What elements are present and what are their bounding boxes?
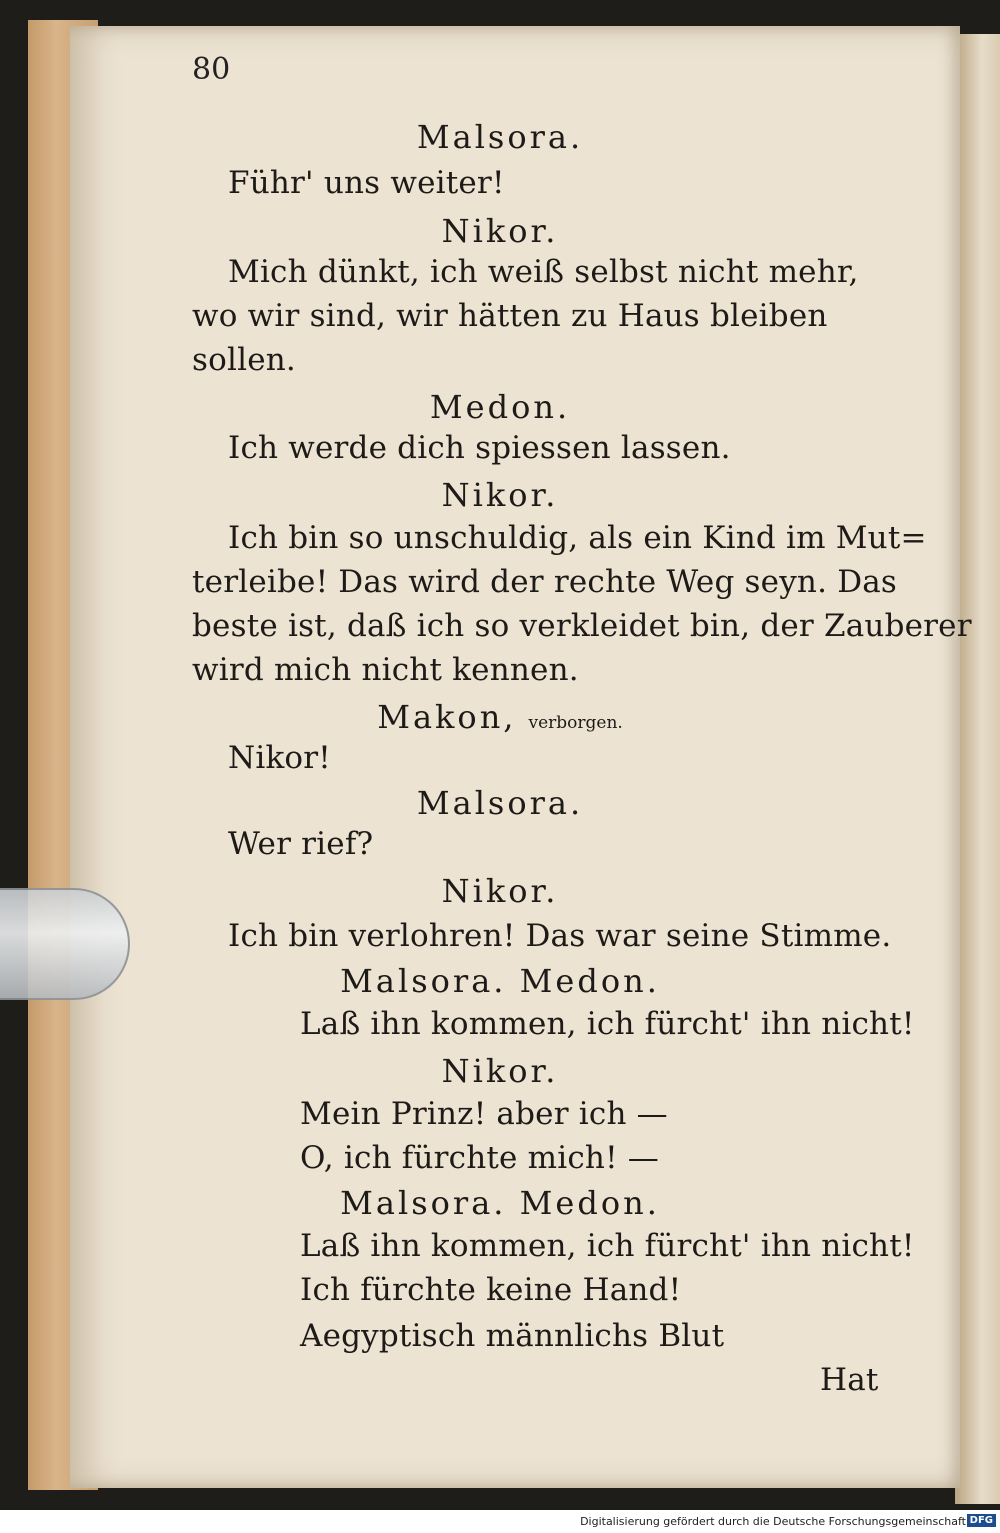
text-line: O, ich fürchte mich! — bbox=[300, 1140, 659, 1176]
text-line: Ich bin so unschuldig, als ein Kind im Mut= bbox=[228, 520, 927, 556]
speaker-name bbox=[0, 698, 1000, 736]
text-line: Laß ihn kommen, ich fürcht' ihn nicht! bbox=[300, 1006, 915, 1042]
text-line: Ich bin verlohren! Das war seine Stimme. bbox=[228, 918, 892, 954]
text-line: Mich dünkt, ich weiß selbst nicht mehr, bbox=[228, 254, 859, 290]
text-line: wird mich nicht kennen. bbox=[192, 652, 579, 688]
text-line: beste ist, daß ich so verkleidet bin, der Zauberer bbox=[192, 608, 972, 644]
text-line: Laß ihn kommen, ich fürcht' ihn nicht! bbox=[300, 1228, 915, 1264]
speaker-name: Malsora. bbox=[416, 784, 584, 822]
text-line: Nikor! bbox=[228, 740, 331, 776]
text-line: sollen. bbox=[192, 342, 296, 378]
page-number: 80 bbox=[192, 52, 231, 87]
text-line: Ich werde dich spiessen lassen. bbox=[228, 430, 731, 466]
text-line: Führ' uns weiter! bbox=[228, 165, 505, 201]
speaker-name: Malsora. bbox=[416, 118, 584, 156]
stage-direction: verborgen. bbox=[528, 713, 623, 733]
speaker-name: Nikor. bbox=[441, 212, 559, 250]
text-line: Mein Prinz! aber ich — bbox=[300, 1096, 668, 1132]
speaker-name: Nikor. bbox=[441, 1052, 559, 1090]
text-line: Wer rief? bbox=[228, 826, 374, 862]
page-clip bbox=[0, 888, 130, 1000]
text-line: wo wir sind, wir hätten zu Haus bleiben bbox=[192, 298, 828, 334]
speaker-name: Nikor. bbox=[441, 476, 559, 514]
speaker-name: Malsora. Medon. bbox=[340, 962, 660, 1000]
text-line: Aegyptisch männlichs Blut bbox=[300, 1318, 725, 1354]
speaker-name: Medon. bbox=[429, 388, 571, 426]
text-line: Ich fürchte keine Hand! bbox=[300, 1272, 682, 1308]
speaker-name: Malsora. Medon. bbox=[340, 1184, 660, 1222]
text-line: terleibe! Das wird der rechte Weg seyn. Das bbox=[192, 564, 898, 600]
speaker-name: Nikor. bbox=[441, 872, 559, 910]
speaker-name-text: Makon, bbox=[377, 698, 517, 736]
catchword: Hat bbox=[820, 1362, 879, 1398]
facing-page-edge bbox=[955, 34, 1000, 1504]
dfg-logo: DFG bbox=[967, 1514, 996, 1527]
footer-credit: Digitalisierung gefördert durch die Deutsche Forschungsgemeinschaft bbox=[580, 1515, 966, 1528]
